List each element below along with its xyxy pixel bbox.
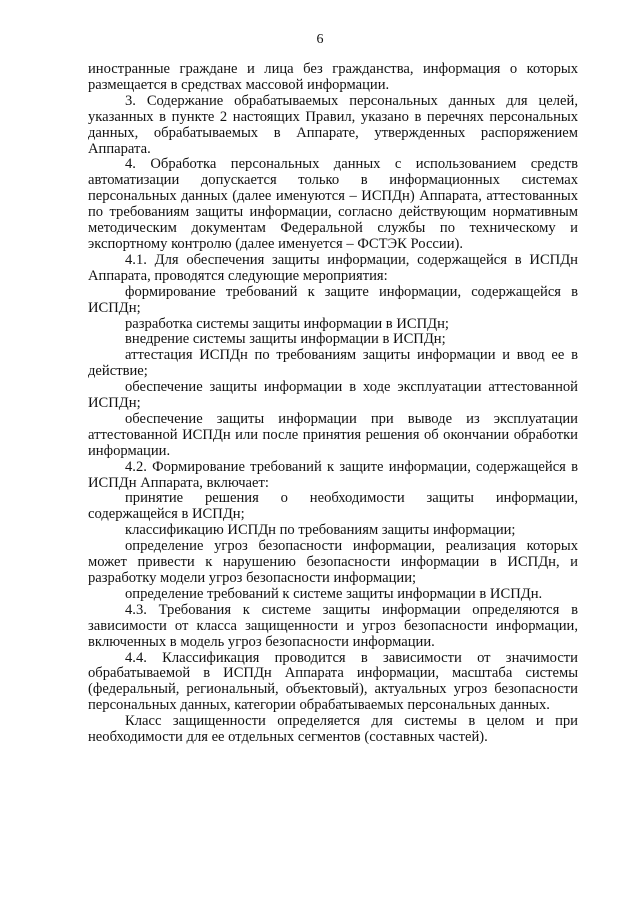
paragraph: определение угроз безопасности информации, реализация которых может привести к нарушению безопасности информации в ИСПДн, и разработку модели угроз безопасности информации; [88, 538, 578, 586]
paragraph: аттестация ИСПДн по требованиям защиты информации и ввод ее в действие; [88, 347, 578, 380]
paragraph: классификацию ИСПДн по требованиям защиты информации; [125, 522, 516, 539]
paragraph: 4.1. Для обеспечения защиты информации, содержащейся в ИСПДн Аппарата, проводятся следующие мероприятия: [88, 251, 578, 284]
paragraph: внедрение системы защиты информации в ИСПДн; [125, 331, 446, 348]
paragraph: 4.2. Формирование требований к защите информации, содержащейся в ИСПДн Аппарата, включает: [88, 458, 578, 491]
paragraph: 4.4. Классификация проводится в зависимости от значимости обрабатываемой в ИСПДн Аппарата информации, масштаба системы (федеральный, региональный, объектовый), актуальных угроз безопасности персональных данных, категории обрабатываемых персональных данных. [88, 649, 578, 714]
paragraph: обеспечение защиты информации при выводе из эксплуатации аттестованной ИСПДн или после принятия решения об окончании обработки информации. [88, 410, 578, 459]
document-body [88, 62, 578, 746]
paragraph: иностранные граждане и лица без гражданства, информация о которых размещается в средствах массовой информации. [88, 61, 578, 93]
paragraph: формирование требований к защите информации, содержащейся в ИСПДн; [88, 283, 578, 316]
paragraph: принятие решения о необходимости защиты информации, содержащейся в ИСПДн; [88, 490, 578, 523]
paragraph: 4.3. Требования к системе защиты информации определяются в зависимости от класса защищенности и угроз безопасности информации, включенных в модель угроз безопасности информации. [88, 601, 578, 650]
paragraph: определение требований к системе защиты информации в ИСПДн. [125, 585, 543, 602]
paragraph: 3. Содержание обрабатываемых персональных данных для целей, указанных в пункте 2 настоящих Правил, указано в перечнях персональных данных, обрабатываемых в Аппарате, утвержденных распоряжением Аппарата. [88, 92, 578, 157]
paragraph: обеспечение защиты информации в ходе эксплуатации аттестованной ИСПДн; [88, 379, 578, 412]
page-number: 6 [316, 32, 324, 47]
paragraph: Класс защищенности определяется для системы в целом и при необходимости для ее отдельных сегментов (составных частей). [88, 713, 578, 746]
paragraph: 4. Обработка персональных данных с использованием средств автоматизации допускается только в информационных системах персональных данных (далее именуются – ИСПДн) Аппарата, аттестованных по требованиям защиты информации, согласно действующим нормативным методическим документам Федеральной службы по техническому и экспортному контролю (далее именуется – ФСТЭК России). [88, 156, 578, 252]
paragraph: разработка системы защиты информации в ИСПДн; [125, 315, 449, 332]
